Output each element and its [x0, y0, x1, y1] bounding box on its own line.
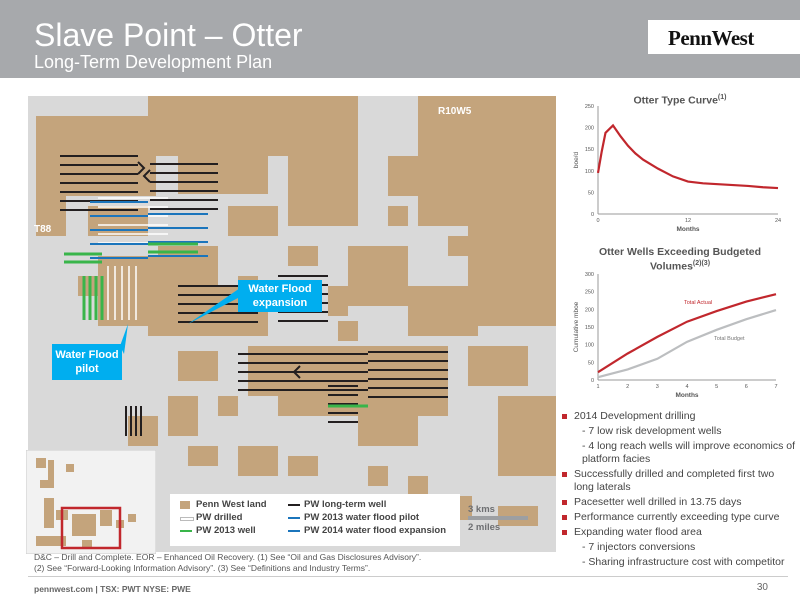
y-tick-label: 50	[587, 190, 594, 197]
x-axis-label: Months	[676, 226, 700, 233]
series-line-1	[598, 310, 776, 377]
water-flood-pilot-callout: Water Flood pilot	[52, 344, 122, 380]
footer-text: pennwest.com | TSX: PWT NYSE: PWE	[34, 584, 191, 594]
x-tick-label: 2	[626, 384, 630, 390]
footnote	[34, 552, 504, 574]
bullet-text: - Sharing infrastructure cost with competitor	[582, 556, 785, 568]
x-tick-label: 1	[596, 384, 600, 390]
water-flood-expansion-callout: Water Flood expansion	[238, 280, 322, 312]
legend-swatch-wf-expansion	[288, 530, 300, 532]
bullet-marker-icon	[562, 414, 567, 419]
type-curve-chart	[560, 90, 792, 240]
legend-water-flood-pilot: PW 2013 water flood pilot	[304, 512, 420, 523]
y-axis-label: boe/d	[573, 151, 580, 169]
slide-title: Slave Point – Otter	[34, 17, 303, 53]
legend-water-flood-expansion: PW 2014 water flood expansion	[304, 525, 447, 536]
sub-bullet-item	[560, 440, 796, 466]
bullet-item	[560, 526, 796, 539]
series-line-0	[598, 125, 778, 188]
page-number: 30	[756, 582, 768, 593]
y-tick-label: 150	[584, 325, 594, 331]
legend-swatch-drilled	[180, 517, 194, 521]
map-legend	[170, 494, 460, 546]
scale-bar-graphic	[468, 516, 528, 520]
legend-long-term-well: PW long-term well	[304, 499, 387, 510]
legend-land: Penn West land	[196, 499, 267, 510]
type-curve-plot	[560, 90, 792, 240]
y-tick-label: 250	[584, 104, 594, 110]
bullet-text: - 7 injectors conversions	[582, 541, 696, 553]
scale-miles-label: 2 miles	[468, 522, 501, 533]
x-tick-label: 3	[655, 384, 659, 390]
bullet-marker-icon	[562, 530, 567, 535]
scale-km-label: 3 kms	[468, 504, 495, 515]
bullet-text: Pacesetter well drilled in 13.75 days	[574, 496, 742, 508]
bullet-marker-icon	[562, 472, 567, 477]
bullet-text: Performance currently exceeding type curve	[574, 511, 780, 523]
bullet-text: - 7 low risk development wells	[582, 425, 722, 437]
development-map	[28, 96, 556, 552]
x-tick-label: 7	[774, 384, 778, 390]
footnote-line-2: (2) See “Forward-Looking Information Advisory”. (3) See “Definitions and Industry Terms”.	[34, 563, 371, 573]
pennwest-logo	[648, 20, 800, 54]
logo-text: PennWest	[668, 26, 754, 50]
y-tick-label: 150	[584, 147, 594, 154]
slide-subtitle: Long-Term Development Plan	[34, 52, 273, 72]
bullet-item	[560, 511, 796, 524]
y-tick-label: 200	[584, 307, 594, 314]
range-label: R10W5	[438, 106, 472, 117]
footer-divider	[28, 576, 788, 577]
y-axis-label: Cumulative mboe	[573, 301, 580, 353]
sub-bullet-item	[560, 556, 796, 569]
bullet-item	[560, 410, 796, 423]
x-tick-label: 5	[715, 384, 719, 390]
budget-plot	[560, 244, 792, 404]
series-label-actual: Total Actual	[684, 300, 713, 306]
legend-swatch-long-term	[288, 504, 300, 506]
inset-map	[26, 450, 156, 554]
x-tick-label: 4	[685, 384, 689, 390]
x-tick-label: 24	[774, 218, 782, 224]
y-tick-label: 300	[584, 272, 594, 278]
series-label-budget: Total Budget	[714, 336, 745, 342]
y-tick-label: 250	[584, 289, 594, 296]
bullet-text: Successfully drilled and completed first two long laterals	[574, 468, 775, 493]
bullet-item	[560, 468, 796, 494]
sub-bullet-item	[560, 425, 796, 438]
y-tick-label: 0	[590, 378, 594, 384]
budget-chart	[560, 244, 792, 404]
bullet-marker-icon	[562, 515, 567, 520]
scale-bar	[466, 504, 536, 540]
x-axis-label: Months	[675, 392, 699, 399]
bullet-marker-icon	[562, 500, 567, 505]
bullet-text: Expanding water flood area	[574, 526, 702, 538]
type-curve-title: Otter Type Curve$^{(1)}$	[633, 94, 727, 107]
y-tick-label: 50	[587, 360, 594, 367]
x-tick-label: 12	[684, 218, 692, 224]
y-tick-label: 100	[584, 342, 594, 349]
x-tick-label: 0	[596, 218, 600, 224]
legend-2013-well: PW 2013 well	[196, 525, 256, 536]
y-tick-label: 200	[584, 125, 594, 132]
bullet-list	[560, 410, 796, 571]
bullet-text: - 4 long reach wells will improve economics of platform facies	[582, 440, 795, 465]
budget-chart-title: Otter Wells Exceeding Budgeted Volumes$^{(2)(3)}$	[598, 246, 761, 273]
legend-swatch-2013-well	[180, 530, 192, 532]
header-banner	[0, 0, 800, 78]
bullet-text: 2014 Development drilling	[574, 410, 696, 422]
x-tick-label: 6	[744, 384, 748, 390]
township-label: T88	[34, 224, 52, 235]
legend-swatch-land	[180, 501, 190, 509]
y-tick-label: 100	[584, 168, 594, 175]
y-tick-label: 0	[590, 212, 594, 218]
footnote-line-1: D&C – Drill and Complete. EOR – Enhanced Oil Recovery. (1) See “Oil and Gas Disclosures Advisory”.	[34, 552, 422, 562]
legend-drilled: PW drilled	[196, 512, 243, 523]
sub-bullet-item	[560, 541, 796, 554]
legend-swatch-wf-pilot	[288, 517, 300, 519]
bullet-item	[560, 496, 796, 509]
